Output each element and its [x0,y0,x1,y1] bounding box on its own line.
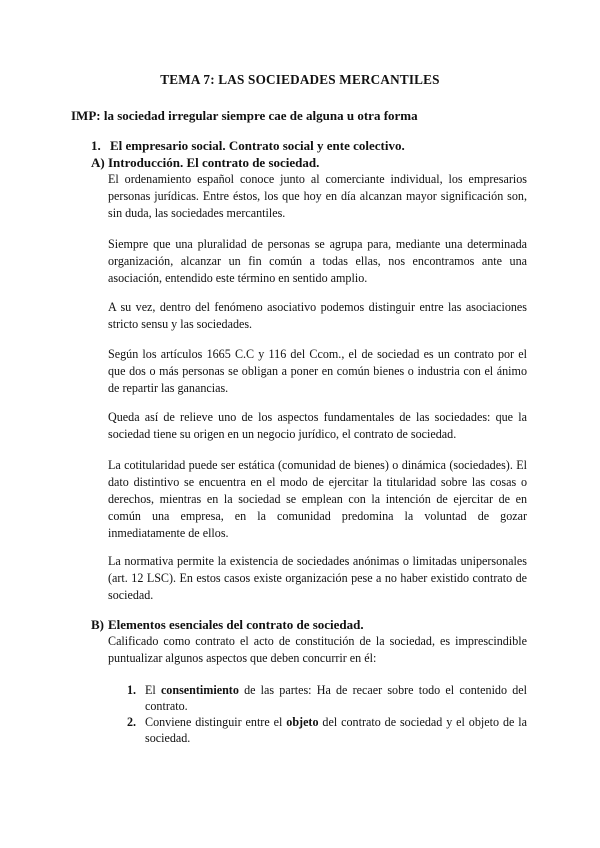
section-1-heading [91,138,405,154]
list-item-keyword: objeto [286,715,319,729]
section-1-title: El empresario social. Contrato social y ente colectivo. [110,138,405,153]
subsection-b-intro: Calificado como contrato el acto de constitución de la sociedad, es imprescindible puntualizar algunos aspectos que deben concurrir en él: [108,634,527,665]
paragraph-2: Siempre que una pluralidad de personas se agrupa para, mediante una determinada organización, alcanzar un fin común a todas ellas, nos encontramos ante una asociación, entendido este término en sentido amplio. [108,237,527,285]
subsection-a-label: A) [91,155,105,170]
section-1-number: 1. [91,138,101,153]
paragraph-1: El ordenamiento español conoce junto al comerciante individual, los empresarios personas jurídicas. Entre éstos, los que hoy en día alcanzan mayor significación son, sin duda, las sociedades mercantiles. [108,172,527,220]
list-item-text-post: de las partes: Ha de recaer sobre todo el contenido del contrato. [145,683,527,713]
subsection-b-title: Elementos esenciales del contrato de sociedad. [108,617,364,632]
list-item [108,683,527,714]
subsection-b-heading [91,617,364,633]
list-item [108,715,527,746]
list-item-number: 1. [127,683,137,697]
list-item-keyword: consentimiento [160,683,239,697]
list-item-text-pre: El [145,683,161,697]
paragraph-6: La cotitularidad puede ser estática (comunidad de bienes) o dinámica (sociedades). El dato distintivo se encuentra en el modo de ejercitar la titularidad sobre las cosas o derechos, mientras en la sociedad se emplean con la intención de ejercitar de en común una empresa, en la comunidad predomina la voluntad de gozar inmediatamente de ellos. [108,458,527,540]
list-item-text-pre: Conviene distinguir entre el [145,715,287,729]
paragraph-3: A su vez, dentro del fenómeno asociativo podemos distinguir entre las asociaciones stricto sensu y las sociedades. [108,300,527,331]
subsection-a-heading [91,155,319,171]
list-item-number: 2. [127,715,137,729]
imp-note: IMP: la sociedad irregular siempre cae de alguna u otra forma [71,108,418,123]
subsection-b-label: B) [91,617,104,632]
document-title: TEMA 7: LAS SOCIEDADES MERCANTILES [160,72,440,87]
paragraph-5: Queda así de relieve uno de los aspectos fundamentales de las sociedades: que la sociedad tiene su origen en un negocio jurídico, el contrato de sociedad. [108,410,527,441]
paragraph-4: Según los artículos 1665 C.C y 116 del Ccom., el de sociedad es un contrato por el que dos o más personas se obligan a poner en común bienes o industria con el ánimo de repartir las ganancias. [108,347,527,395]
subsection-a-title: Introducción. El contrato de sociedad. [108,155,320,170]
elements-list [108,683,527,746]
list-item-text-post: del contrato de sociedad y el objeto de la sociedad. [145,715,528,745]
paragraph-7: La normativa permite la existencia de sociedades anónimas o limitadas unipersonales (art. 12 LSC). En estos casos existe organización pese a no haber existido contrato de sociedad. [108,554,527,602]
